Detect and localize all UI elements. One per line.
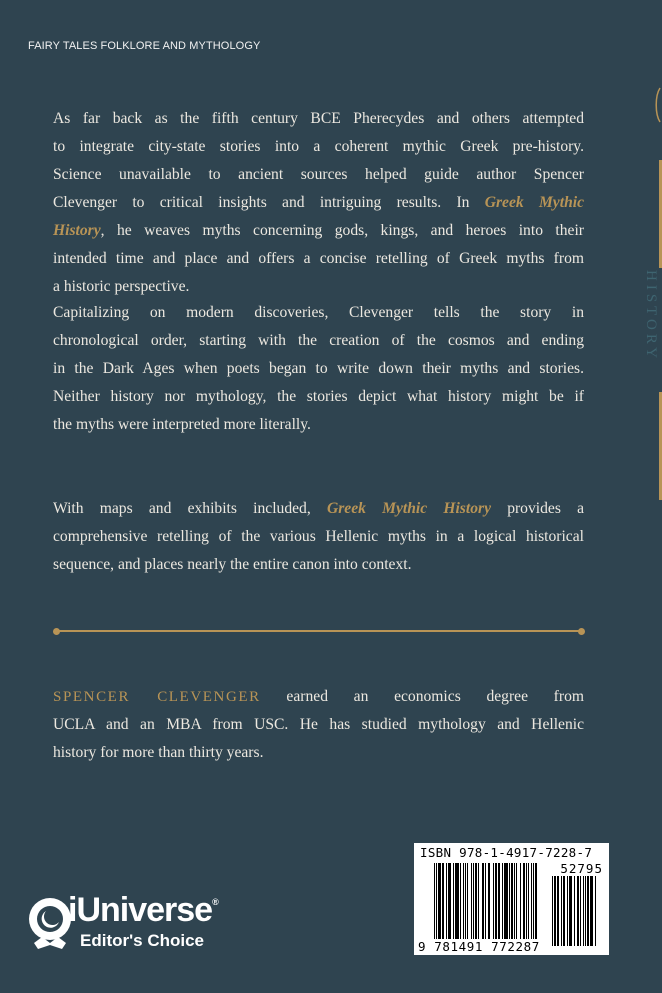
blurb-line: [53, 189, 584, 217]
publisher-brand: iUniverse: [68, 891, 213, 929]
registered-mark: ®: [212, 897, 218, 907]
text-segment: the myths were interpreted more literally.: [53, 416, 311, 433]
barcode-bar: [509, 863, 510, 943]
ean-bars: [434, 863, 546, 943]
barcode-bar: [535, 863, 537, 943]
text-segment: intended time and place and offers a concise retelling of Greek myths from: [53, 250, 584, 267]
barcode-bar: [552, 876, 553, 946]
barcode-bar: [511, 863, 513, 943]
barcode-bar: [502, 863, 503, 943]
isbn-barcode: [414, 843, 609, 955]
barcode-bar: [577, 876, 579, 946]
barcode-bar: [455, 863, 459, 943]
blurb-line: [53, 383, 584, 411]
barcode-bar: [504, 863, 508, 943]
bio-line: earned an economics degree from: [260, 688, 584, 705]
blurb-line: [53, 105, 584, 133]
book-title-italic: Greek Mythic: [484, 194, 584, 211]
text-segment: provides a: [491, 500, 585, 517]
barcode-bar: [493, 863, 494, 943]
barcode-bar: [531, 863, 532, 943]
blurb-paragraph-2: [53, 299, 584, 439]
divider-dot: [53, 628, 60, 635]
barcode-bar: [471, 863, 472, 943]
barcode-bar: [448, 863, 451, 943]
barcode-bar: [460, 863, 461, 943]
bio-line: history for more than thirty years.: [53, 744, 264, 761]
blurb-line: [53, 355, 584, 383]
barcode-bar: [473, 863, 474, 943]
barcode-bar: [514, 863, 515, 943]
barcode-bar: [554, 876, 556, 946]
spine-ornament: [640, 0, 662, 993]
barcode-bar: [533, 863, 534, 943]
blurb-line: [53, 523, 584, 551]
author-bio: [53, 683, 584, 767]
text-segment: chronological order, starting with the creation of the cosmos and ending: [53, 332, 584, 349]
divider-dot: [578, 628, 585, 635]
barcode-bar: [453, 863, 454, 943]
text-segment: Clevenger to critical insights and intriguing results. In: [53, 194, 485, 211]
barcode-bar: [561, 876, 562, 946]
price-bars: [552, 876, 602, 946]
barcode-bar: [465, 863, 466, 943]
spine-title: HISTORY: [643, 270, 659, 362]
blurb-line: [53, 327, 584, 355]
barcode-bar: [523, 863, 525, 943]
blurb-line: [53, 245, 584, 273]
barcode-bar: [526, 863, 527, 943]
text-segment: Science unavailable to ancient sources helped guide author Spencer: [53, 166, 584, 183]
barcode-bar: [516, 863, 517, 943]
barcode-bar: [463, 863, 464, 943]
barcode-bar: [442, 863, 444, 943]
blurb-line: [53, 551, 584, 579]
divider-rule: [56, 630, 582, 632]
barcode-bar: [475, 863, 477, 943]
barcode-bar: [528, 863, 529, 943]
blurb-paragraph-3: [53, 495, 584, 579]
barcode-bar: [567, 876, 568, 946]
blurb-line: [53, 273, 584, 301]
barcode-bar: [467, 863, 468, 943]
ean-number: 9 781491 772287: [418, 939, 540, 954]
blurb-line: [53, 161, 584, 189]
barcode-bar: [485, 863, 486, 943]
barcode-bar: [583, 876, 584, 946]
barcode-bar: [438, 863, 441, 943]
barcode-bar: [557, 876, 559, 946]
barcode-bar: [587, 876, 589, 946]
text-segment: Capitalizing on modern discoveries, Clevenger tells the story in: [53, 304, 584, 321]
barcode-bar: [520, 863, 521, 943]
text-segment: As far back as the fifth century BCE Pherecydes and others attempted: [53, 110, 584, 127]
text-segment: a historic perspective.: [53, 278, 190, 295]
barcode-bar: [446, 863, 447, 943]
barcode-bar: [498, 863, 500, 943]
price-code: 52795: [560, 861, 603, 876]
series-label: FAIRY TALES FOLKLORE AND MYTHOLOGY: [28, 40, 261, 52]
barcode-bar: [563, 876, 565, 946]
blurb-line: [53, 217, 584, 245]
barcode-bar: [436, 863, 437, 943]
author-name: SPENCER CLEVENGER: [53, 689, 261, 705]
barcode-bar: [574, 876, 575, 946]
blurb-line: [53, 411, 584, 439]
barcode-bar: [585, 876, 586, 946]
barcode-bar: [590, 876, 593, 946]
blurb-line: [53, 299, 584, 327]
barcode-bar: [482, 863, 484, 943]
book-title-italic: Greek Mythic History: [326, 500, 491, 517]
text-segment: comprehensive retelling of the various Hellenic myths in a logical historical: [53, 528, 584, 545]
book-title-italic: History: [53, 222, 101, 239]
text-segment: With maps and exhibits included,: [53, 500, 327, 517]
barcode-bar: [495, 863, 497, 943]
barcode-bar: [488, 863, 490, 943]
text-segment: Neither history nor mythology, the stories depict what history might be if: [53, 388, 584, 405]
isbn-text: ISBN 978-1-4917-7228-7: [420, 845, 593, 860]
barcode-bar: [478, 863, 479, 943]
barcode-bar: [434, 863, 435, 943]
blurb-line: [53, 495, 584, 523]
blurb-line: [53, 133, 584, 161]
barcode-bar: [580, 876, 581, 946]
publisher-tagline: Editor's Choice: [80, 931, 205, 950]
text-segment: to integrate city-state stories into a coherent mythic Greek pre-history.: [53, 138, 584, 155]
text-segment: , he weaves myths concerning gods, kings, and heroes into their: [100, 222, 584, 239]
bio-line: UCLA and an MBA from USC. He has studied mythology and Hellenic: [53, 716, 584, 733]
text-segment: in the Dark Ages when poets began to write down their myths and stories.: [53, 360, 584, 377]
text-segment: sequence, and places nearly the entire canon into context.: [53, 556, 412, 573]
barcode-bar: [595, 876, 596, 946]
blurb-paragraph-1: [53, 105, 584, 301]
barcode-bar: [569, 876, 572, 946]
